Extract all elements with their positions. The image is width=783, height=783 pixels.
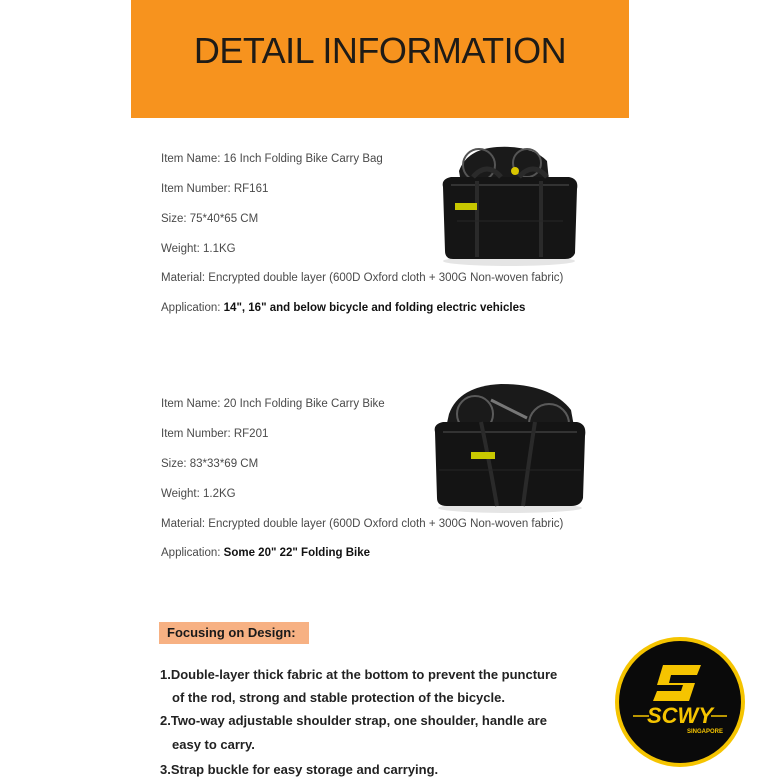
product2-application-value: Some 20" 22" Folding Bike <box>223 547 371 559</box>
product2-weight: Weight: 1.2KG <box>161 488 236 500</box>
bike-bag-20-image <box>431 380 589 514</box>
product1-item-number: Item Number: RF161 <box>161 183 269 195</box>
product1-application <box>161 302 525 314</box>
design-point-3: 3.Strap buckle for easy storage and carrying. <box>160 762 439 777</box>
product1-item-name: Item Name: 16 Inch Folding Bike Carry Bag <box>161 153 383 165</box>
product1-application-label: Application: <box>161 302 224 314</box>
product1-weight: Weight: 1.1KG <box>161 243 236 255</box>
design-point-1: 1.Double-layer thick fabric at the bottom to prevent the puncture <box>160 667 558 682</box>
page-title: DETAIL INFORMATION <box>193 30 567 71</box>
design-section-label: Focusing on Design: <box>159 622 309 644</box>
product1-application-value: 14", 16" and below bicycle and folding electric vehicles <box>223 302 526 314</box>
product2-material: Material: Encrypted double layer (600D Oxford cloth + 300G Non-woven fabric) <box>161 518 564 530</box>
logo-brand-text: SCWY <box>647 703 713 728</box>
product2-application-label: Application: <box>161 547 224 559</box>
design-point-2-cont: easy to carry. <box>172 737 255 752</box>
header-banner <box>131 0 629 118</box>
product2-item-name: Item Name: 20 Inch Folding Bike Carry Bike <box>161 398 385 410</box>
product2-item-number: Item Number: RF201 <box>161 428 269 440</box>
product2-size: Size: 83*33*69 CM <box>161 458 259 470</box>
product2-application <box>161 547 370 559</box>
scwy-logo <box>613 635 747 769</box>
logo-sub-text: SINGAPORE <box>686 729 724 735</box>
design-point-2: 2.Two-way adjustable shoulder strap, one shoulder, handle are <box>160 713 547 728</box>
bike-bag-16-image <box>437 141 581 267</box>
design-point-1-cont: of the rod, strong and stable protection of the bicycle. <box>172 690 505 705</box>
product1-size: Size: 75*40*65 CM <box>161 213 259 225</box>
product1-material: Material: Encrypted double layer (600D Oxford cloth + 300G Non-woven fabric) <box>161 272 564 284</box>
